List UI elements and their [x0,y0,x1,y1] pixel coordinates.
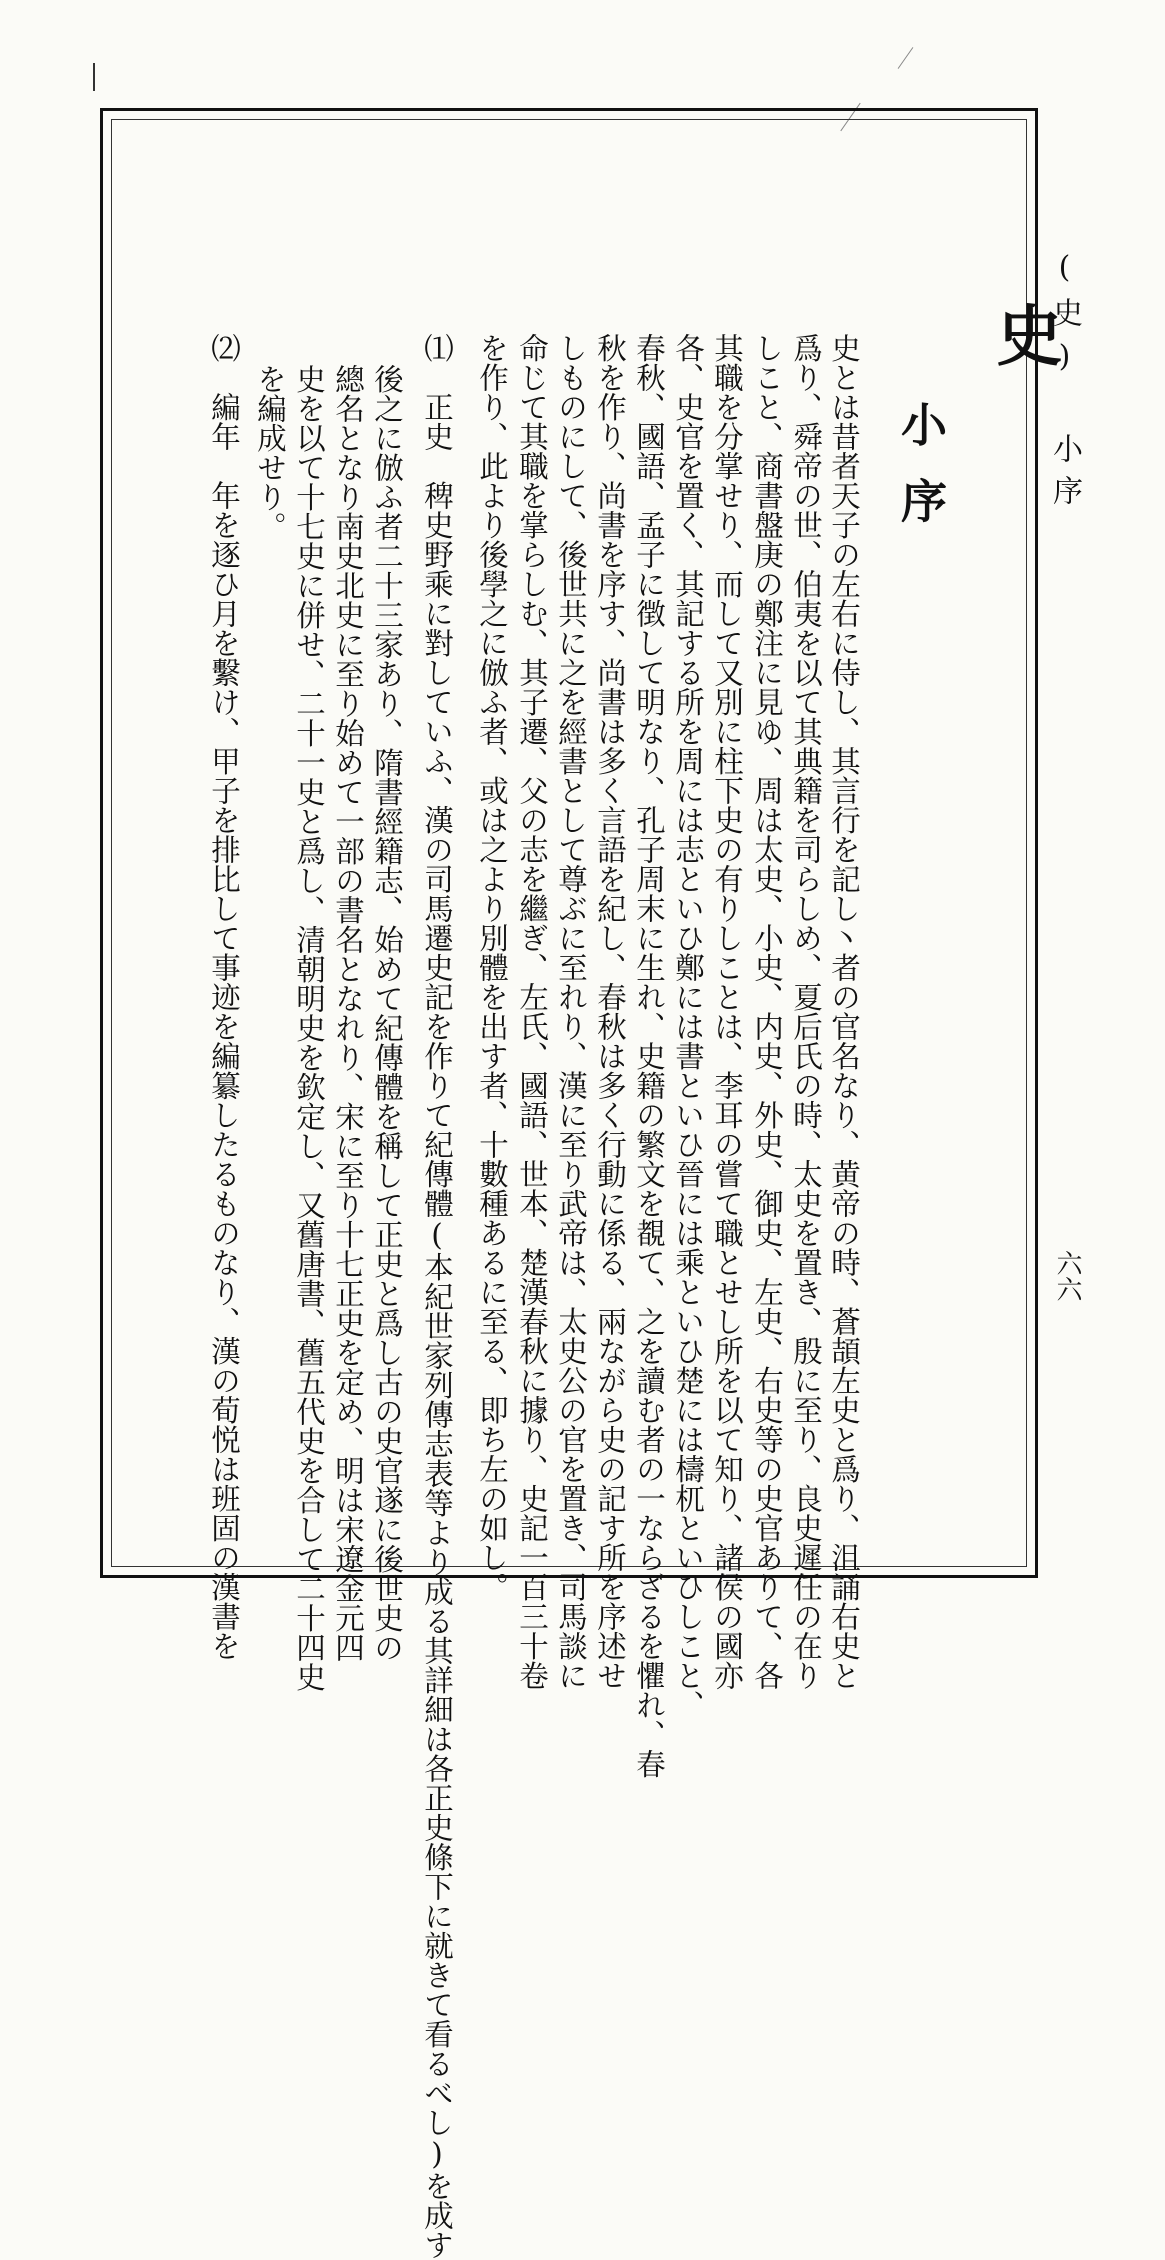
text-column: しこと、商書盤庚の鄭注に見ゆ、周は太史、小史、内史、外史、御史、左史、右史等の史官ありて、各 [750,333,784,1690]
text-column: しものにして、後世共に之を經書として尊ぶに至れり、漢に至り武帝は、太史公の官を置き、司馬談に [554,333,588,1690]
text-column: 爲り、舜帝の世、伯夷を以て其典籍を司らしめ、夏后氏の時、太史を置き、殷に至り、良史遲任の在り [789,333,823,1690]
running-head: (史) 小序 [1047,250,1082,517]
scan-mark [898,47,914,69]
text-column: 春秋、國語、孟子に徴して明なり、孔子周末に生れ、史籍の繁文を覩て、之を讀む者の一ならざるを懼れ、春 [632,333,666,1779]
text-column: を編成せり。 [253,364,287,541]
page-frame [100,108,1063,2260]
margin-tick-mark [93,63,95,91]
text-column: 其職を分掌せり、而して又別に柱下史の有りしことは、李耳の嘗て職とせし所を以て知り、諸侯の國亦 [710,333,744,1690]
text-column: 總名となり南史北史に至り始めて一部の書名となれり、宋に至り十七正史を定め、明は宋遼金元四 [331,364,365,1662]
text-column: 史を以て十七史に併せ、二十一史と爲し、清朝明史を欽定し、又舊唐書、舊五代史を合して二十四史 [292,364,326,1692]
text-column: 秋を作り、尚書を序す、尚書は多く言語を紀し、春秋は多く行動に係る、兩ながら史の記す所を序述せ [593,333,627,1690]
text-column: を作り、此より後學之に倣ふ者、或は之より別體を出す者、十數種あるに至る、即ち左の如し。 [475,333,509,1602]
text-column: 史とは昔者天子の左右に侍し、其言行を記し丶者の官名なり、黄帝の時、蒼頡左史と爲り、沮誦右史と [827,333,861,1690]
text-column: 各、史官を置く、其記する所を周には志といひ鄭には書といひ晉には乘といひ楚には檮杌といひしこと、 [671,333,705,1720]
chapter-title: 史 [985,301,1063,367]
text-block [103,111,1063,2260]
text-column: 命じて其職を掌らしむ、其子遷、父の志を繼ぎ、左氏、國語、世本、楚漢春秋に據り、史記一百三十卷 [515,333,549,1690]
page-number: 六六 [1052,1250,1082,1302]
section-title: 小序 [894,401,948,553]
text-column: 後之に倣ふ者二十三家あり、隋書經籍志、始めて紀傳體を稱して正史と爲し古の史官遂に後世史の [370,364,404,1662]
text-column: ⑵ 編年 年を逐ひ月を繫け、甲子を排比して事迹を編纂したるものなり、漢の荀悦は班固の漢書を [207,333,241,1661]
text-column: ⑴ 正史 稗史野乘に對していふ、漢の司馬遷史記を作りて紀傳體(本紀世家列傳志表等より成る其詳細は各正史條下に就きて看るべし)を成す [420,333,454,2260]
